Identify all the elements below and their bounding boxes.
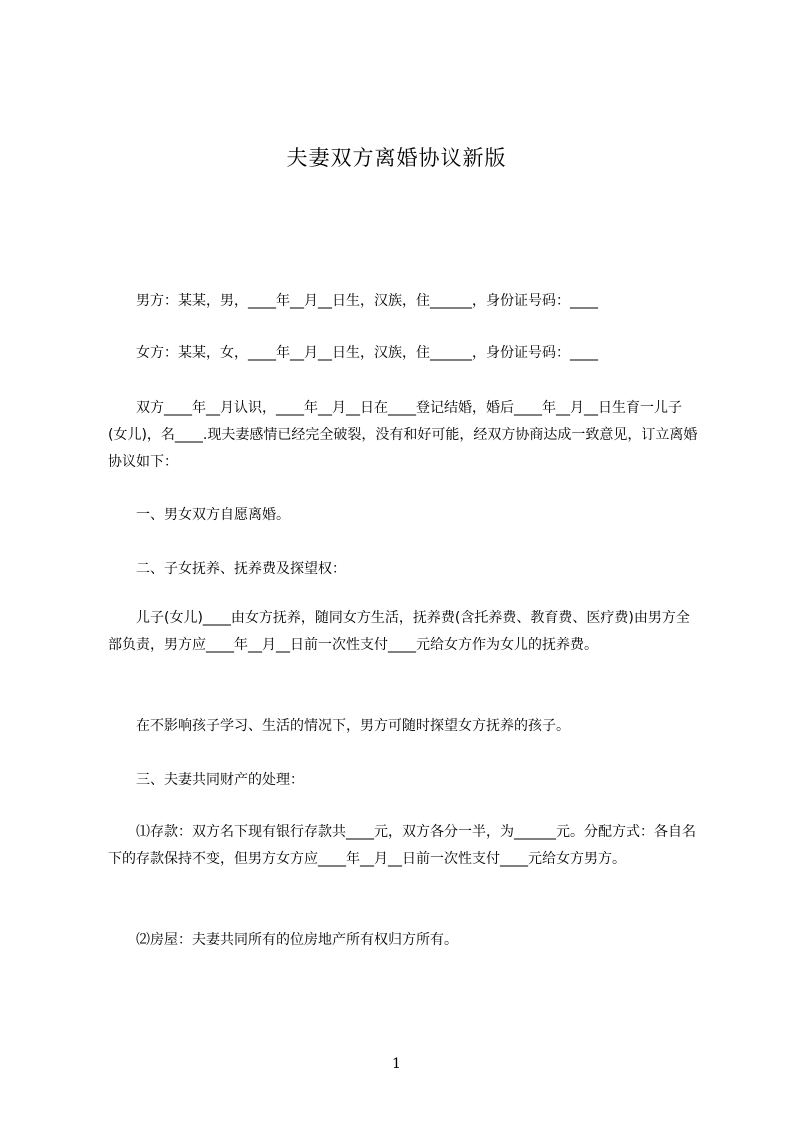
page-number: 1 [392,1056,401,1072]
paragraph-marriage-background: 双方____年__月认识，____年__月__日在____登记结婚，婚后____年__月__日生育一儿子(女儿)，名____.现夫妻感情已经完全破裂，没有和好可能，经双方协商达成一致意见，订立离婚协议如下： [108,400,698,470]
paragraph-child-custody: 儿子(女儿)____由女方抚养，随同女方生活，抚养费(含托养费、教育费、医疗费)由男方全部负责，男方应____年__月__日前一次性支付____元给女方作为女儿的抚养费。 [108,610,690,653]
paragraph-clause-1: 一、男女双方自愿离婚。 [136,507,290,523]
paragraph-clause-2-heading: 二、子女抚养、抚养费及探望权： [136,561,346,577]
paragraph-deposits: ⑴存款：双方名下现有银行存款共____元，双方各分一半，为______元。分配方式：各自名下的存款保持不变，但男方女方应____年__月__日前一次性支付____元给女方男方。 [108,824,696,867]
paragraph-clause-3-heading: 三、夫妻共同财产的处理： [136,772,304,788]
paragraph-housing: ⑵房屋：夫妻共同所有的位房地产所有权归方所有。 [136,932,458,948]
document-title: 夫妻双方离婚协议新版 [286,146,507,170]
paragraph-husband-info: 男方：某某，男，____年__月__日生，汉族，住______，身份证号码：____ [136,293,598,309]
paragraph-wife-info: 女方：某某，女，____年__月__日生，汉族，住______，身份证号码：____ [136,345,598,361]
paragraph-visitation: 在不影响孩子学习、生活的情况下，男方可随时探望女方抚养的孩子。 [136,718,570,734]
